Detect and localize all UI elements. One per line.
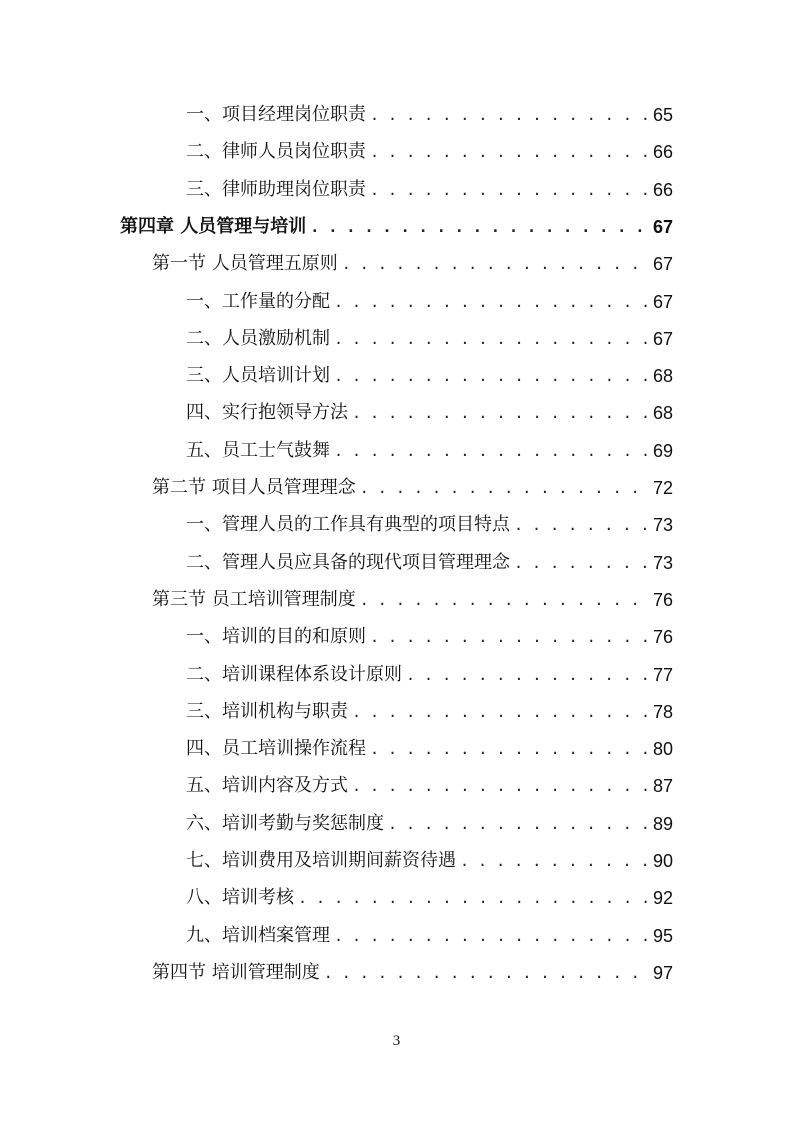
toc-item-entry[interactable]	[186, 809, 673, 839]
toc-entry-label: 一、项目经理岗位职责	[186, 104, 366, 125]
toc-entry-label: 五、员工士气鼓舞	[186, 439, 330, 461]
toc-item-entry[interactable]	[186, 137, 673, 167]
toc-page-number: 78	[652, 701, 673, 722]
toc-page-number: 76	[652, 589, 673, 610]
toc-page-number: 89	[652, 813, 673, 834]
toc-item-entry[interactable]	[186, 436, 673, 466]
toc-entry-label: 一、管理人员的工作具有典型的项目特点	[186, 514, 510, 536]
toc-page-number: 67	[652, 328, 673, 349]
toc-page-number: 67	[652, 216, 673, 237]
toc-leader-dots	[352, 398, 649, 428]
toc-leader-dots	[310, 212, 649, 242]
toc-entry-label: 四、员工培训操作流程	[186, 738, 366, 760]
page-number: 3	[392, 1033, 401, 1049]
toc-page-number: 73	[652, 515, 673, 536]
toc-entry-label: 第二节 项目人员管理理念	[152, 477, 356, 498]
toc-entry-label: 九、培训档案管理	[186, 924, 330, 946]
toc-leader-dots	[298, 883, 649, 913]
toc-entry-label: 一、培训的目的和原则	[186, 626, 366, 648]
toc-leader-dots	[334, 921, 649, 951]
toc-entry-label: 一、工作量的分配	[186, 290, 330, 312]
toc-leader-dots	[388, 809, 649, 839]
toc-leader-dots	[352, 771, 649, 801]
toc-entry-label: 二、律师人员岗位职责	[186, 141, 366, 163]
toc-item-entry[interactable]	[186, 846, 673, 876]
toc-item-entry[interactable]	[186, 548, 673, 578]
toc-entry-label: 六、培训考勤与奖惩制度	[186, 812, 384, 834]
toc-item-entry[interactable]	[186, 883, 673, 913]
toc-page-number: 65	[652, 105, 673, 125]
toc-item-entry[interactable]	[186, 510, 673, 540]
toc-item-entry[interactable]	[186, 921, 673, 951]
toc-leader-dots	[334, 436, 649, 466]
toc-section-entry[interactable]	[152, 473, 673, 503]
toc-chapter-entry[interactable]	[120, 212, 673, 242]
toc-entry-label: 三、人员培训计划	[186, 365, 330, 387]
toc-item-entry[interactable]	[186, 622, 673, 652]
toc-leader-dots	[460, 846, 649, 876]
toc-leader-dots	[334, 287, 649, 317]
toc-item-entry[interactable]	[186, 660, 673, 690]
toc-leader-dots	[370, 734, 649, 764]
toc-item-entry[interactable]	[186, 734, 673, 764]
toc-entry-label: 第三节 员工培训管理制度	[152, 588, 356, 610]
toc-leader-dots	[514, 510, 649, 540]
toc-page-number: 66	[652, 142, 673, 163]
toc-page-number: 68	[652, 366, 673, 387]
toc-page-number: 73	[652, 552, 673, 573]
toc-leader-dots	[342, 249, 649, 279]
toc-entry-label: 七、培训费用及培训期间薪资待遇	[186, 850, 456, 871]
toc-page-number: 95	[652, 925, 673, 946]
toc-entry-label: 四、实行抱领导方法	[186, 402, 348, 424]
toc-entry-label: 二、培训课程体系设计原则	[186, 663, 402, 685]
toc-page-number: 76	[652, 627, 673, 648]
toc-leader-dots	[370, 100, 649, 130]
toc-item-entry[interactable]	[186, 361, 673, 391]
toc-leader-dots	[514, 548, 649, 578]
toc-entry-label: 第一节 人员管理五原则	[152, 253, 338, 275]
toc-leader-dots	[406, 660, 649, 690]
toc-section-entry[interactable]	[152, 585, 673, 615]
toc-page-number: 92	[652, 888, 673, 909]
toc-leader-dots	[370, 175, 649, 205]
toc-item-entry[interactable]	[186, 175, 673, 205]
toc-page-number: 80	[652, 739, 673, 760]
toc-section-entry[interactable]	[152, 249, 673, 279]
toc-entry-label: 第四节 培训管理制度	[152, 961, 320, 983]
toc-entry-label: 三、培训机构与职责	[186, 700, 348, 722]
toc-item-entry[interactable]	[186, 697, 673, 727]
toc-leader-dots	[370, 622, 649, 652]
toc-leader-dots	[370, 137, 649, 167]
toc-item-entry[interactable]	[186, 287, 673, 317]
toc-page-number: 67	[652, 291, 673, 312]
toc-item-entry[interactable]	[186, 771, 673, 801]
toc-page-number: 67	[652, 254, 673, 275]
toc-page-number: 66	[652, 179, 673, 200]
toc-entry-label: 八、培训考核	[186, 887, 294, 909]
toc-leader-dots	[334, 324, 649, 354]
toc-page-number: 69	[652, 440, 673, 461]
toc-leader-dots	[360, 473, 649, 503]
toc-page-number: 72	[652, 478, 673, 498]
toc-entry-label: 三、律师助理岗位职责	[186, 178, 366, 200]
toc-page-number: 68	[652, 403, 673, 424]
toc-page-number: 90	[652, 851, 673, 871]
toc-leader-dots	[360, 585, 649, 615]
toc-leader-dots	[352, 697, 649, 727]
toc-entry-label: 五、培训内容及方式	[186, 775, 348, 797]
toc-page-number: 87	[652, 776, 673, 797]
toc-page-number: 77	[652, 664, 673, 685]
toc-item-entry[interactable]	[186, 100, 673, 130]
toc-page-number: 97	[652, 962, 673, 983]
toc-section-entry[interactable]	[152, 958, 673, 988]
toc-entry-label: 第四章 人员管理与培训	[120, 215, 307, 237]
toc-item-entry[interactable]	[186, 398, 673, 428]
toc-entry-label: 二、管理人员应具备的现代项目管理理念	[186, 551, 510, 573]
toc-leader-dots	[324, 958, 649, 988]
toc-entry-label: 二、人员激励机制	[186, 327, 330, 349]
toc-leader-dots	[334, 361, 649, 391]
toc-item-entry[interactable]	[186, 324, 673, 354]
